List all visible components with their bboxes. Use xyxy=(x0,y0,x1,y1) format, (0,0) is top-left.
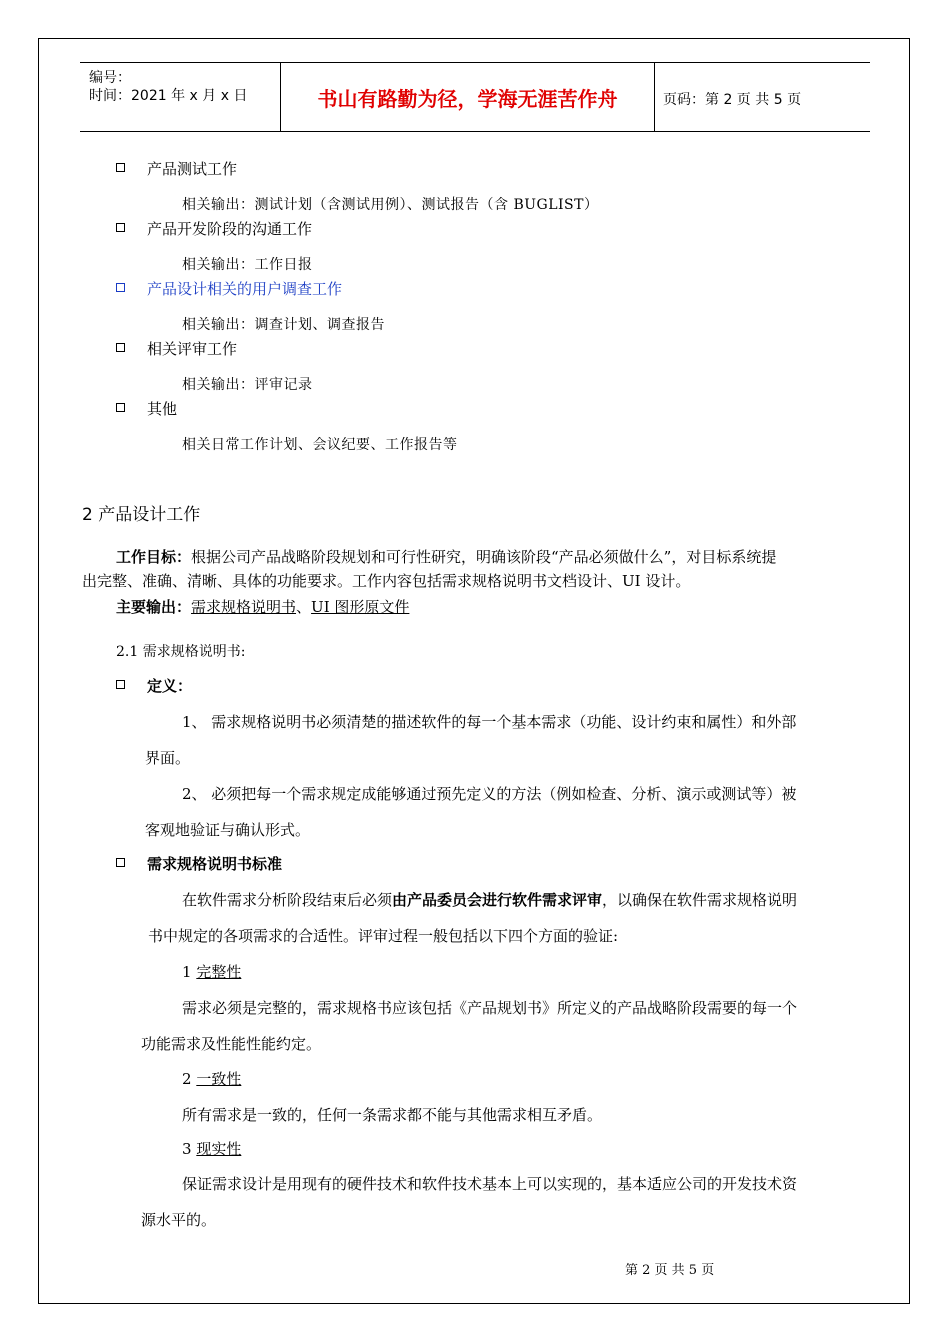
list-item-title: 其他 xyxy=(147,400,178,418)
standard-label: 需求规格说明书标准 xyxy=(147,855,283,873)
criterion-title: 一致性 xyxy=(196,1070,242,1088)
criterion-number: 3 xyxy=(182,1140,197,1158)
output-separator: 、 xyxy=(296,598,312,616)
standard-paragraph xyxy=(182,889,797,910)
page-header xyxy=(80,62,870,132)
number-label: 编号： xyxy=(89,70,131,86)
criterion-title: 现实性 xyxy=(196,1140,242,1158)
checkbox-icon xyxy=(116,283,125,292)
output-link-ui[interactable]: UI 图形原文件 xyxy=(311,598,410,616)
subsection-heading: 2.1 需求规格说明书: xyxy=(116,644,246,660)
work-goal xyxy=(82,545,872,593)
list-item-title: 产品开发阶段的沟通工作 xyxy=(147,220,313,238)
def-item-2: 2、 必须把每一个需求规定成能够通过预先定义的方法（例如检查、分析、演示或测试等）被 xyxy=(182,785,797,803)
list-item-output: 相关输出：评审记录 xyxy=(182,377,313,393)
list-item-output: 相关输出：测试计划（含测试用例）、测试报告（含 BUGLIST） xyxy=(182,197,599,213)
list-item-title: 产品测试工作 xyxy=(147,160,238,178)
std-text-b: ，以确保在软件需求规格说明 xyxy=(602,891,798,909)
criterion-1-heading xyxy=(182,961,241,982)
list-item-output: 相关输出：工作日报 xyxy=(182,257,313,273)
definition-label: 定义： xyxy=(147,677,193,695)
std-text-bold: 由产品委员会进行软件需求评审 xyxy=(392,891,603,909)
checkbox-icon xyxy=(116,223,125,232)
criterion-1-text: 需求必须是完整的，需求规格书应该包括《产品规划书》所定义的产品战略阶段需要的每一个 xyxy=(182,999,798,1017)
checkbox-icon xyxy=(116,680,125,689)
list-item-output: 相关输出：调查计划、调查报告 xyxy=(182,317,385,333)
checkbox-icon xyxy=(116,858,125,867)
header-page-info: 页码：第 2 页 共 5 页 xyxy=(663,92,802,108)
criterion-number: 1 xyxy=(182,963,197,981)
goal-text: 根据公司产品战略阶段规划和可行性研究，明确该阶段“产品必须做什么”，对目标系统提 xyxy=(191,548,777,566)
criterion-2-heading xyxy=(182,1068,241,1089)
goal-label: 工作目标： xyxy=(116,548,192,566)
list-item-title: 相关评审工作 xyxy=(147,340,238,358)
output-label: 主要输出： xyxy=(116,598,192,616)
header-motto: 书山有路勤为径，学海无涯苦作舟 xyxy=(281,63,655,131)
criterion-1-text-cont: 功能需求及性能性能约定。 xyxy=(141,1035,322,1053)
output-link-spec[interactable]: 需求规格说明书 xyxy=(191,598,297,616)
checkbox-icon xyxy=(116,163,125,172)
criterion-3-heading xyxy=(182,1138,241,1159)
def-item-2-cont: 客观地验证与确认形式。 xyxy=(145,821,311,839)
header-meta xyxy=(80,63,281,131)
criterion-3-text-cont: 源水平的。 xyxy=(141,1211,217,1229)
list-item-output: 相关日常工作计划、会议纪要、工作报告等 xyxy=(182,437,458,453)
criterion-title: 完整性 xyxy=(196,963,242,981)
std-text-a: 在软件需求分析阶段结束后必须 xyxy=(182,891,393,909)
criterion-3-text: 保证需求设计是用现有的硬件技术和软件技术基本上可以实现的，基本适应公司的开发技术资 xyxy=(182,1175,798,1193)
goal-text-cont: 出完整、准确、清晰、具体的功能要求。工作内容包括需求规格说明书文档设计、UI 设计。 xyxy=(82,572,691,590)
section-heading: 2 产品设计工作 xyxy=(82,505,201,525)
list-item-title: 产品设计相关的用户调查工作 xyxy=(147,280,343,298)
checkbox-icon xyxy=(116,343,125,352)
def-item-1-cont: 界面。 xyxy=(145,749,191,767)
checkbox-icon xyxy=(116,403,125,412)
page-footer: 第 2 页 共 5 页 xyxy=(625,1263,715,1278)
standard-paragraph-cont: 书中规定的各项需求的合适性。评审过程一般包括以下四个方面的验证: xyxy=(148,927,619,945)
criterion-2-text: 所有需求是一致的，任何一条需求都不能与其他需求相互矛盾。 xyxy=(182,1106,603,1124)
def-item-1: 1、 需求规格说明书必须清楚的描述软件的每一个基本需求（功能、设计约束和属性）和外部 xyxy=(182,713,797,731)
main-output xyxy=(116,596,409,617)
criterion-number: 2 xyxy=(182,1070,197,1088)
date-label: 时间：2021 年 x 月 x 日 xyxy=(89,88,248,104)
